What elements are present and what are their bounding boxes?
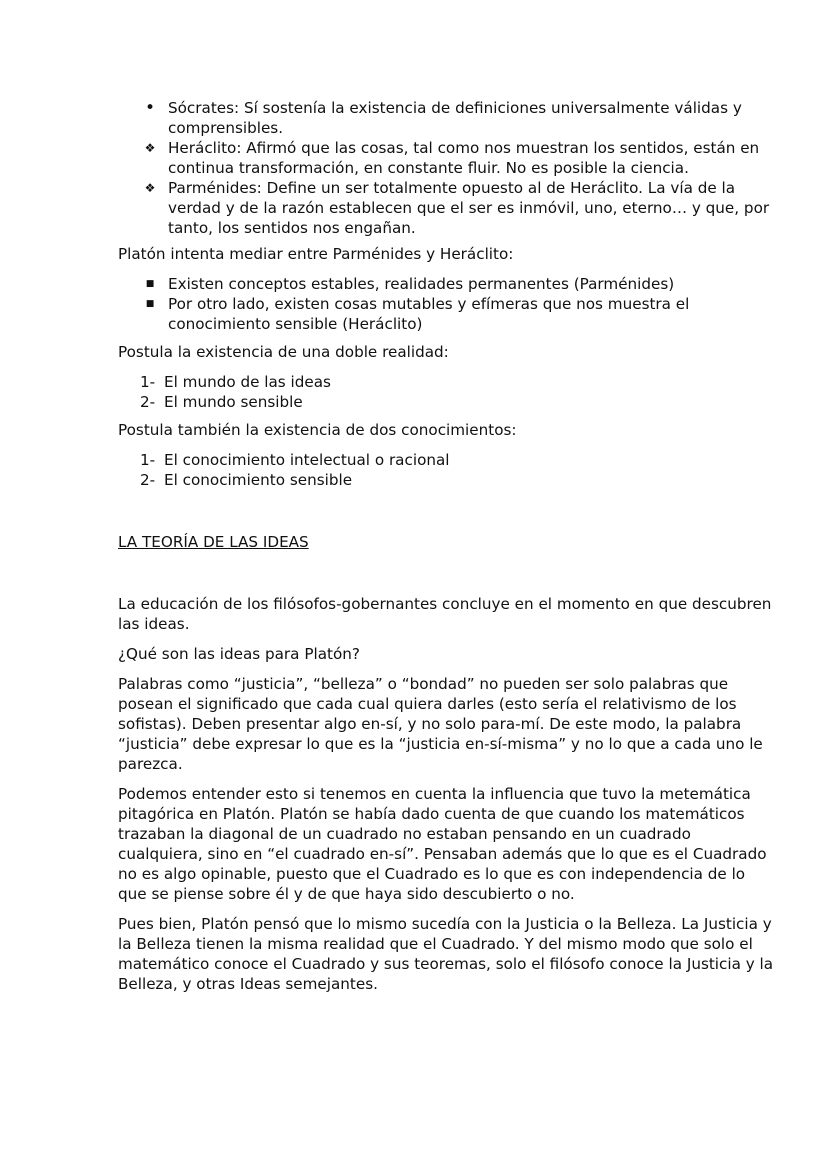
list-item [118, 450, 778, 470]
list-item-text: Heráclito: Afirmó que las cosas, tal como nos muestran los sentidos, están en continua transformación, en constante fluir. No es posible la ciencia. [168, 139, 760, 177]
bullet-square-icon: ■ [145, 279, 155, 289]
list-item [118, 274, 778, 294]
list-number: 1- [140, 451, 156, 469]
list-item [118, 178, 778, 238]
list-item-text: Parménides: Define un ser totalmente opuesto al de Heráclito. La vía de la verdad y de la razón establecen que el ser es inmóvil, uno, eterno… y que, por tanto, los sentidos nos engañan. [168, 179, 770, 237]
bullet-square-icon: ■ [145, 299, 155, 309]
list-item-text: El conocimiento intelectual o racional [164, 451, 450, 469]
paragraph: Palabras como “justicia”, “belleza” o “bondad” no pueden ser solo palabras que posean el significado que cada cual quiera darles (esto sería el relativismo de los sofistas). Deben presentar algo en-sí, y no solo para-mí. De este modo, la palabra “justicia” debe expresar lo que es la “justicia en-sí-misma” y no lo que a cada uno le parezca. [118, 675, 763, 773]
knowledge-intro: Postula también la existencia de dos conocimientos: [118, 421, 517, 439]
mediation-intro: Platón intenta mediar entre Parménides y Heráclito: [118, 245, 514, 263]
paragraph: Pues bien, Platón pensó que lo mismo sucedía con la Justicia o la Belleza. La Justicia y la Belleza tienen la misma realidad que el Cuadrado. Y del mismo modo que solo el matemático conoce el Cuadrado y sus teoremas, solo el filósofo conoce la Justicia y la Belleza, y otras Ideas semejantes. [118, 915, 774, 993]
list-item-text: Por otro lado, existen cosas mutables y efímeras que nos muestra el conocimiento sensible (Heráclito) [168, 295, 690, 333]
list-item [118, 294, 778, 334]
reality-list [118, 372, 778, 412]
list-number: 2- [140, 471, 156, 489]
section-heading: LA TEORÍA DE LAS IDEAS [118, 533, 309, 551]
bullet-dot-icon: • [144, 98, 156, 118]
list-item [118, 138, 778, 178]
mediation-list [118, 274, 778, 334]
list-number: 1- [140, 373, 156, 391]
list-item-text: Sócrates: Sí sostenía la existencia de definiciones universalmente válidas y comprensibles. [168, 99, 742, 137]
list-number: 2- [140, 393, 156, 411]
list-item-text: Existen conceptos estables, realidades permanentes (Parménides) [168, 275, 675, 293]
bullet-diamond-icon: ❖ [144, 141, 156, 155]
list-item-text: El conocimiento sensible [164, 471, 353, 489]
paragraph: Podemos entender esto si tenemos en cuenta la influencia que tuvo la metemática pitagórica en Platón. Platón se había dado cuenta de que cuando los matemáticos trazaban la diagonal de un cuadrado no estaban pensando en un cuadrado cualquiera, sino en “el cuadrado en-sí”. Pensaban además que lo que es el Cuadrado no es algo opinable, puesto que el Cuadrado es lo que es con independencia de lo que se piense sobre él y de que haya sido descubierto o no. [118, 785, 767, 903]
reality-intro: Postula la existencia de una doble realidad: [118, 343, 449, 361]
list-item-text: El mundo sensible [164, 393, 303, 411]
list-item [118, 470, 778, 490]
philosophers-list [118, 98, 778, 238]
list-item [118, 98, 778, 138]
document-page [118, 98, 778, 994]
bullet-diamond-icon: ❖ [144, 181, 156, 195]
knowledge-list [118, 450, 778, 490]
list-item [118, 392, 778, 412]
paragraph: ¿Qué son las ideas para Platón? [118, 645, 360, 663]
paragraph: La educación de los filósofos-gobernantes concluye en el momento en que descubren las ideas. [118, 595, 772, 633]
list-item [118, 372, 778, 392]
list-item-text: El mundo de las ideas [164, 373, 331, 391]
